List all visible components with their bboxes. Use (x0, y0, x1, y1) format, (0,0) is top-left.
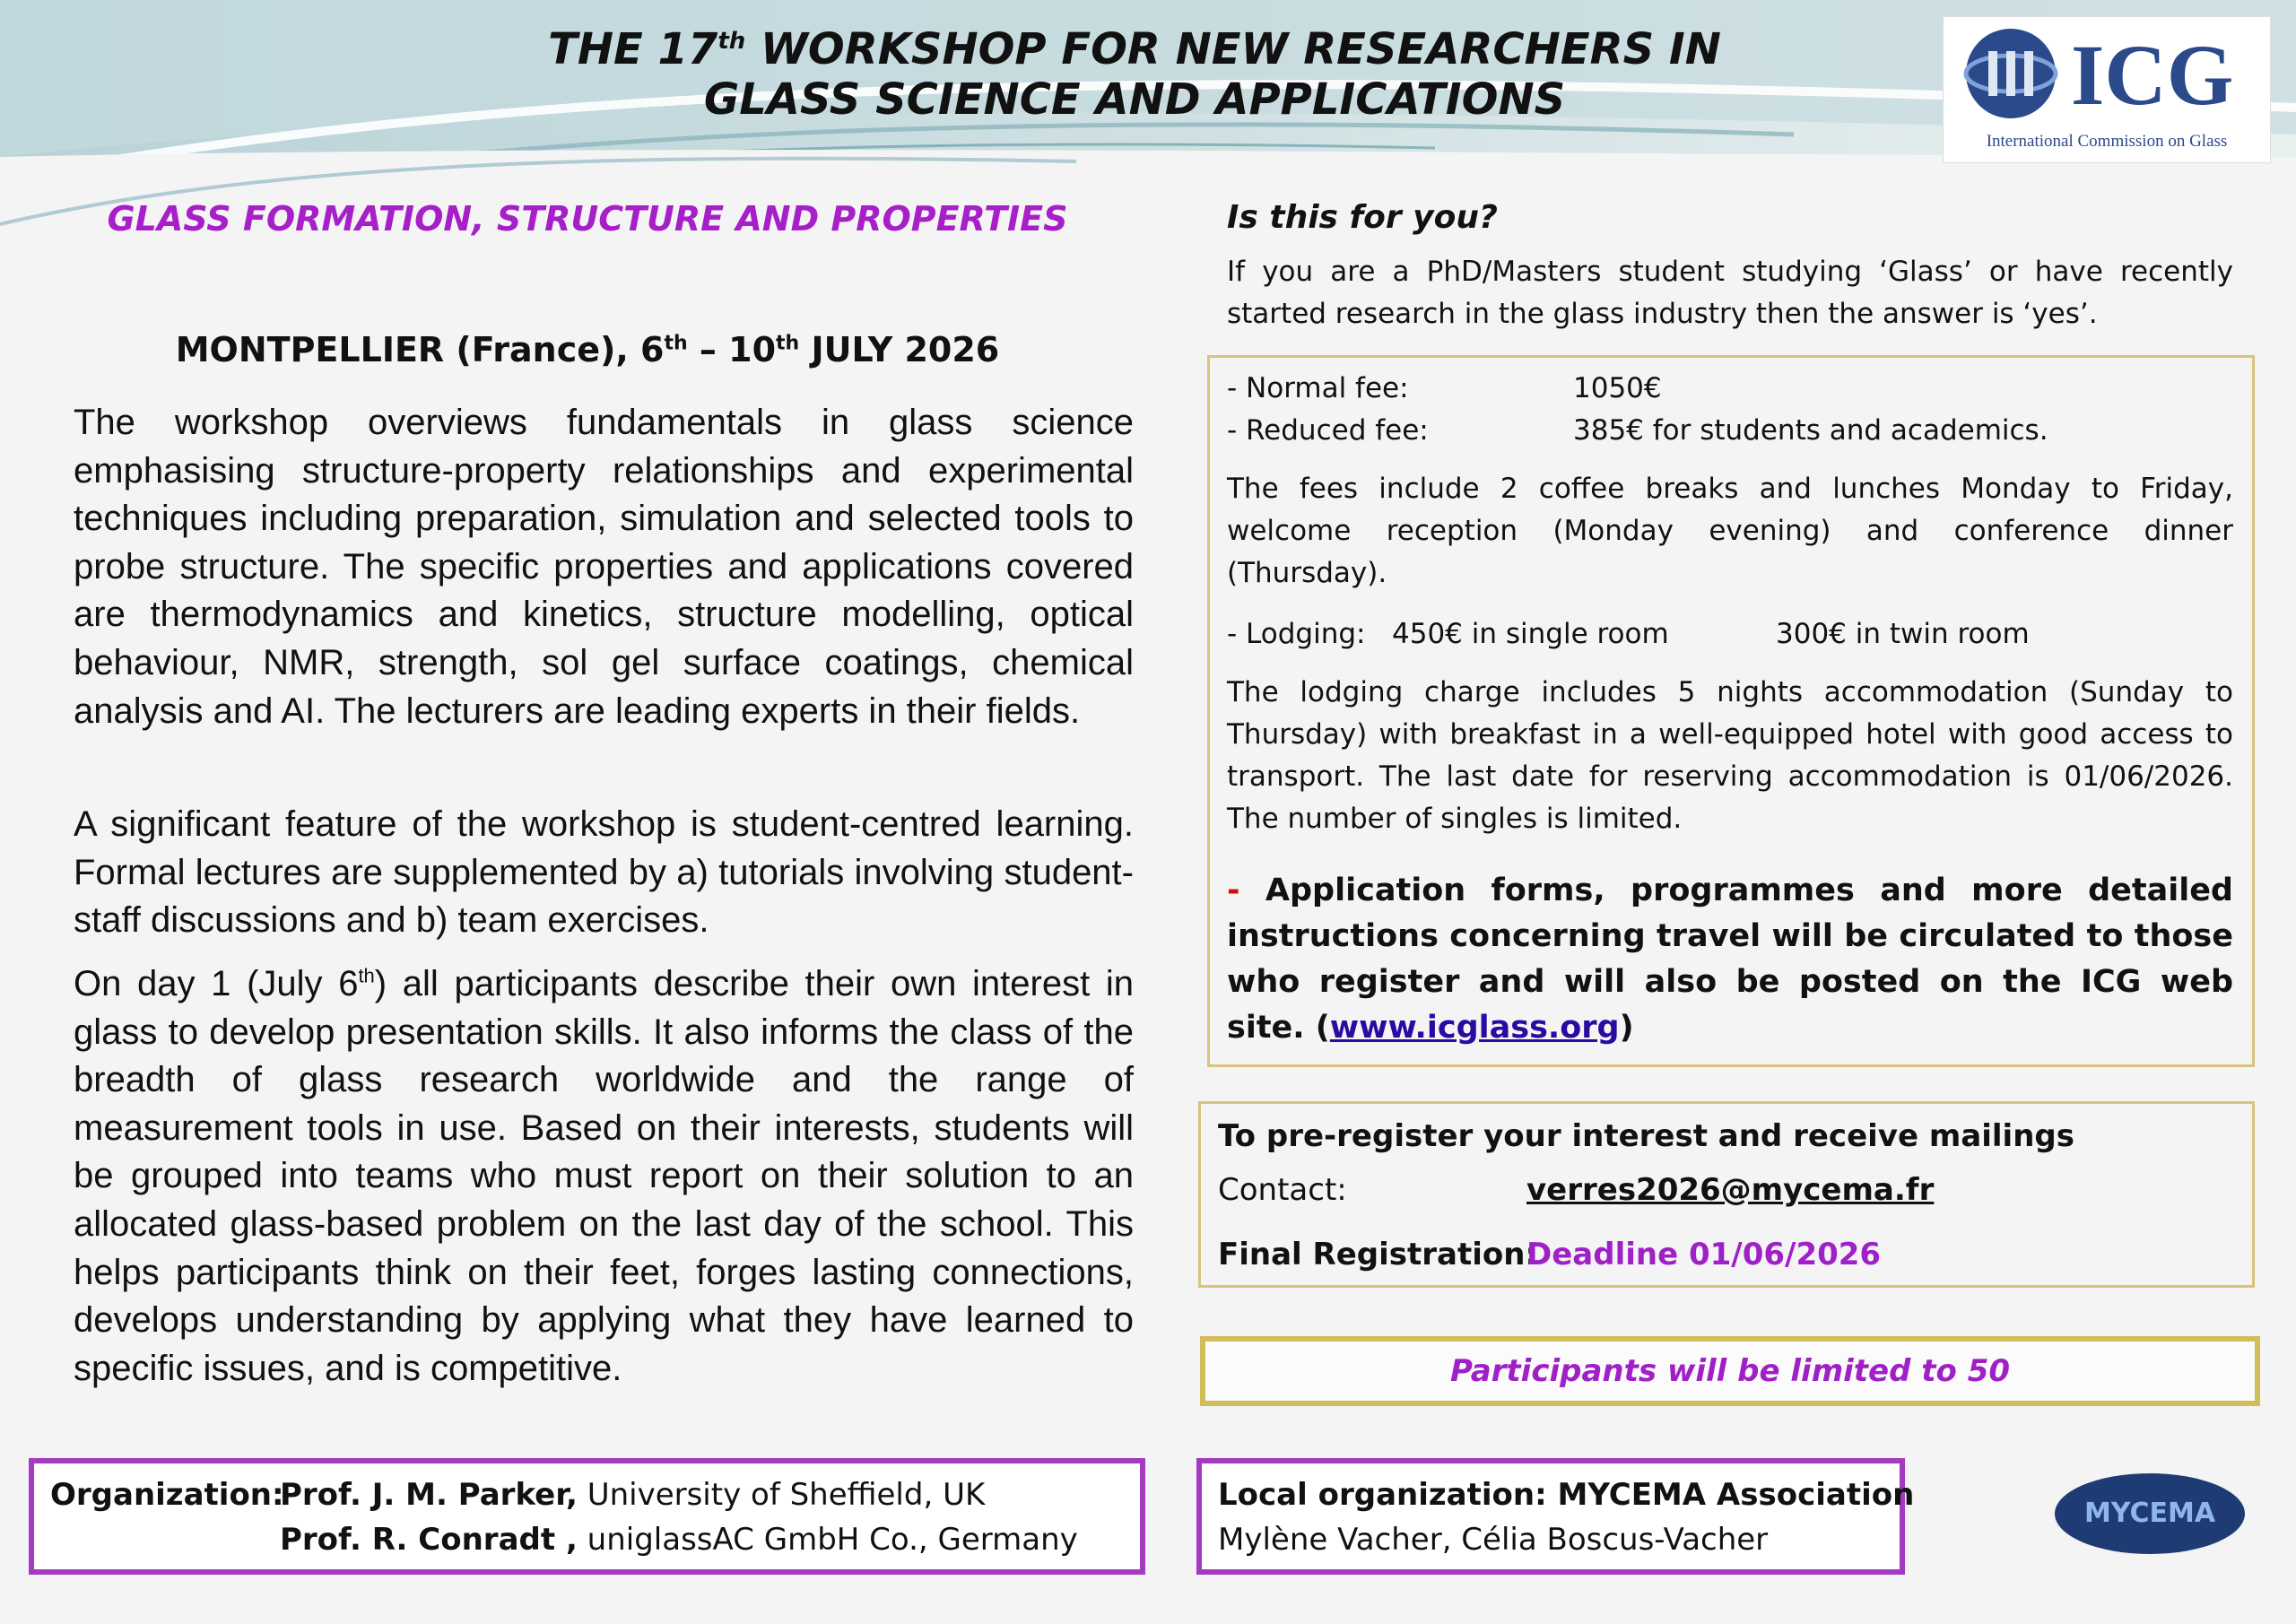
application-dash: - (1227, 873, 1240, 908)
preregister-heading: To pre-register your interest and receive mailings (1218, 1118, 2074, 1154)
lodging-text: The lodging charge includes 5 nights accommodation (Sunday to Thursday) with breakfast in a well-equipped hotel with good access to transport. The last date for reserving accommodation is 01/06/2026. The number of singles is limited. (1227, 676, 2233, 835)
title-sup: th (718, 28, 746, 55)
organization-label: Organization: (50, 1477, 284, 1513)
day1-pre: On day 1 (July 6 (74, 964, 359, 1003)
organizer-2 (280, 1519, 1078, 1561)
location-post: JULY 2026 (799, 330, 1000, 369)
day1-post: ) all participants describe their own interest in glass to develop presentation skills. It also informs the class of the breadth of glass research worldwide and the range of measurement tools in use. Based on their interests, students will be grouped into teams who must report on their solution to an allocated glass-based problem on the last day of the school. This helps participants think on their feet, forges lasting connections, develops understanding by applying what they have learned to specific issues, and is competitive. (74, 964, 1134, 1388)
application-body: Application forms, programmes and more detailed instructions concerning travel will be circulated to those who register and will also be posted on the ICG web site. ( (1227, 873, 2233, 1046)
normal-fee-value: 1050€ (1573, 372, 1662, 404)
icg-logo (1943, 16, 2271, 163)
participants-limit-box (1200, 1336, 2260, 1406)
local-organization-label: Local organization: MYCEMA Association (1218, 1477, 1915, 1513)
location-dates (54, 330, 1121, 369)
participants-limit-text: Participants will be limited to 50 (1449, 1353, 2011, 1389)
icg-globe-icon (1961, 24, 2060, 123)
description-paragraph: The workshop overviews fundamentals in glass science emphasising structure-property relationships and experimental techniques including preparation, simulation and selected tools to probe structure. The specific properties and applications covered are thermodynamics and kinetics, structure modelling, optical behaviour, NMR, strength, sol gel surface coatings, chemical analysis and AI. The lecturers are leading experts in their fields. (74, 403, 1134, 731)
location-sup1: th (664, 332, 688, 355)
icg-logo-caption: International Commission on Glass (1986, 132, 2228, 151)
mycema-logo-text: MYCEMA (2083, 1498, 2216, 1529)
icg-website-link[interactable]: www.icglass.org (1329, 1010, 1620, 1046)
title-line2: GLASS SCIENCE AND APPLICATIONS (703, 74, 1566, 125)
fees-include-text: The fees include 2 coffee breaks and lunches Monday to Friday, welcome reception (Monday evening) and conference dinner (Thursday). (1227, 473, 2233, 589)
audience-heading: Is this for you? (1227, 199, 1498, 236)
day1-paragraph (74, 960, 1134, 1393)
organizer-1-affiliation: University of Sheffield, UK (577, 1477, 986, 1513)
title-line1-pre: THE 17 (548, 24, 718, 74)
audience-text: If you are a PhD/Masters student studying ‘Glass’ or have recently started research in the glass industry then the answer is ‘yes’. (1227, 256, 2233, 330)
organizer-1 (280, 1474, 985, 1516)
reduced-fee-value: 385€ for students and academics. (1573, 414, 2048, 447)
organizer-1-name: Prof. J. M. Parker, (280, 1477, 578, 1513)
organizer-2-affiliation: uniglassAC GmbH Co., Germany (577, 1522, 1078, 1558)
location-pre: MONTPELLIER (France), 6 (175, 330, 665, 369)
title-line1-post: WORKSHOP FOR NEW RESEARCHERS IN (745, 24, 1721, 74)
final-registration-label: Final Registration: (1218, 1237, 1538, 1272)
normal-fee-label: - Normal fee: (1227, 372, 1409, 404)
lodging-single: 450€ in single room (1392, 618, 1669, 650)
learning-paragraph: A significant feature of the workshop is student-centred learning. Formal lectures are supplemented by a) tutorials involving student-staff discussions and b) team exercises. (74, 804, 1134, 941)
contact-email-link[interactable]: verres2026@mycema.fr (1526, 1172, 1935, 1208)
location-mid: – 10 (687, 330, 777, 369)
poster-title (448, 16, 1821, 125)
application-text (1227, 868, 2233, 1051)
organizer-2-name: Prof. R. Conradt , (280, 1522, 578, 1558)
final-registration-deadline: Deadline 01/06/2026 (1526, 1237, 1882, 1272)
contact-label: Contact: (1218, 1172, 1347, 1208)
workshop-subtitle: GLASS FORMATION, STRUCTURE AND PROPERTIES (107, 199, 1068, 239)
lodging-label: - Lodging: (1227, 618, 1366, 650)
mycema-logo (2052, 1471, 2248, 1557)
location-sup2: th (776, 332, 800, 355)
day1-sup: th (358, 964, 375, 987)
icg-logo-text: ICG (2071, 27, 2234, 123)
application-close: ) (1619, 1010, 1634, 1046)
reduced-fee-label: - Reduced fee: (1227, 414, 1429, 447)
local-organizers: Mylène Vacher, Célia Boscus-Vacher (1218, 1522, 1769, 1558)
lodging-twin: 300€ in twin room (1776, 618, 2030, 650)
